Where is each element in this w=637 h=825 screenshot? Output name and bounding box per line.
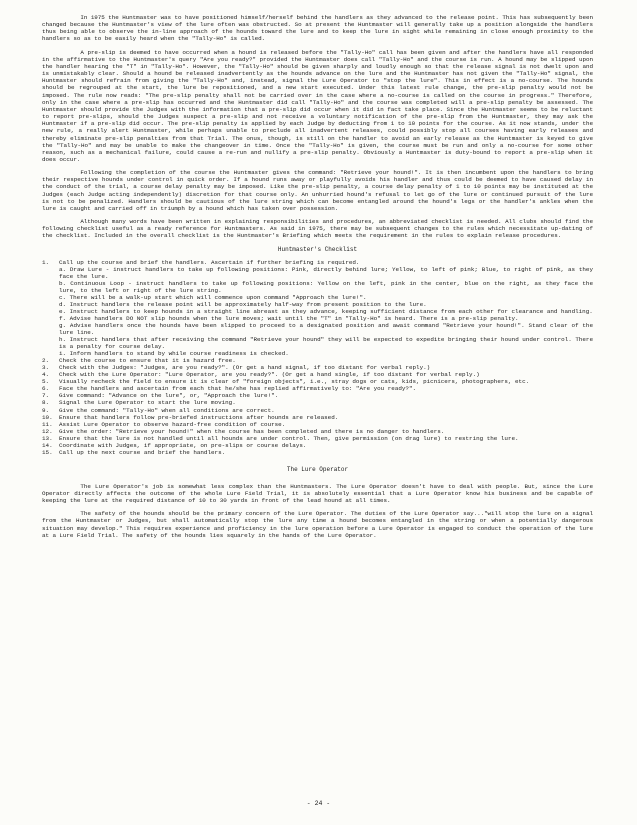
- checklist-item-number: 9.: [42, 406, 50, 414]
- checklist-item-body: [59, 407, 593, 414]
- checklist-item: [42, 357, 593, 364]
- checklist-item: [42, 371, 593, 378]
- page-number: - 24 -: [306, 800, 331, 807]
- checklist-item-number: 11.: [42, 420, 53, 428]
- checklist-item: [42, 449, 593, 456]
- intro-paragraph-3: Following the completion of the course the Huntmaster gives the command: "Retrieve your hound!". It is then incumbent upon the handlers to bring their respective hounds under control in quick order. If a hound runs away or playfully avoids his handler and thus could be deemed to have caused delay in the conduct of the trial, a course delay penalty may be imposed. Like the pre-slip penalty, a course delay penalty of 1 to 10 points may be instituted at the Judges (each Judge acting independently) discretion for that course only. An unhurried hound's refusal to let go of the lure or continued pursuit of the lure is not to be penalized. Handlers should be cautious of the lure string which can become entangled around the hound's legs or the handler's ankles when the lure is caught and carried off in triumph by a hound which has taken over possession.: [42, 169, 593, 212]
- intro-paragraph-4: Although many words have been written in explaining responsibilities and procedures, an abbreviated checklist is needed. All clubs should find the following checklist useful as a ready reference for Huntmasters. As said in 1975, there may be subsequent changes to the rules which necessitate up-dating of the checklist. Included in the overall checklist is the Huntmaster's Briefing which meets the requirement in the rules to explain release procedures.: [42, 218, 593, 240]
- checklist-item-body: [59, 399, 593, 406]
- checklist-item-text: Coordinate with Judges, if appropriate, on pre-slips or course delays.: [59, 441, 307, 449]
- checklist-item-text: Signal the Lure Operator to start the lure moving.: [59, 399, 236, 407]
- checklist-item-body: [59, 385, 593, 392]
- checklist-item: [42, 435, 593, 442]
- huntmaster-checklist: [42, 259, 593, 456]
- checklist-item: [42, 385, 593, 392]
- checklist-subitem: a. Draw Lure - instruct handlers to take up following positions: Pink, directly behind lure; Yellow, to left of pink; Blue, to right of pink, as they face the lure.: [59, 265, 593, 280]
- checklist-item: [42, 428, 593, 435]
- checklist-item-text: Check the course to ensure that it is hazard free.: [59, 357, 236, 365]
- checklist-item-body: [59, 442, 593, 449]
- checklist-subitem: c. There will be a walk-up start which will commence upon command "Approach the lure!".: [59, 293, 367, 301]
- checklist-item-text: Check with the Lure Operator: "Lure Operator, are you ready?". (Or get a hand single, if too distant for verbal reply.): [59, 371, 480, 379]
- checklist-item: [42, 392, 593, 399]
- lure-paragraph-2: The safety of the hounds should be the primary concern of the Lure Operator. The duties of the Lure Operator say..."will stop the lure on a signal from the Huntmaster or Judges, but shall automatically stop the lure any time a hound becomes entangled in the string or when a potentially dangerous situation may develop." This requires experience and proficiency in the lure operation before a Lure Operator is engaged to conduct the operation of the lure at a Lure Field Trial. The safety of the hounds lies squarely in the hands of the Lure Operator.: [42, 510, 593, 539]
- checklist-item-text: Give the order: "Retrieve your hound!" when the course has been completed and there is no danger to handlers.: [59, 427, 445, 435]
- checklist-item-text: Ensure that the lure is not handled until all hounds are under control. Then, give permission (on drag lure) to restring the lure.: [59, 434, 519, 442]
- lure-paragraph-1: The Lure Operator's job is somewhat less complex than the Huntmasters. The Lure Operator doesn't have to deal with people. But, since the Lure Operator directly affects the outcome of the whole Lure Field Trial, it is absolutely essential that a Lure Operator know his business and be capable of keeping the lure at the required distance of 10 to 30 yards in front of the lead hound at all times.: [42, 482, 593, 505]
- checklist-item-number: 5.: [42, 378, 50, 386]
- checklist-item-body: [59, 259, 593, 358]
- checklist-item-body: [59, 449, 593, 456]
- checklist-item-number: 15.: [42, 448, 53, 456]
- checklist-item: [42, 442, 593, 449]
- checklist-item-text: Ensure that handlers follow pre-briefed instructions after hounds are released.: [59, 413, 339, 421]
- checklist-item: [42, 378, 593, 385]
- checklist-item-body: [59, 421, 593, 428]
- checklist-item-body: [59, 414, 593, 421]
- checklist-item: [42, 407, 593, 414]
- checklist-item: [42, 414, 593, 421]
- intro-paragraph-2: A pre-slip is deemed to have occurred when a hound is released before the "Tally-Ho" call has been given and after the handlers have all responded in the affirmative to the Huntmaster's query "Are you ready?" provided the Huntmaster does call "Tally-Ho" and the course is run. A hound may be slipped upon the handler hearing the "T" in "Tally-Ho". However, the "Tally-Ho" should be given sharply and loudly enough so that the release signal is not dwelt upon and is unmistakably clear. Should a hound be released inadvertently as the hounds advance on the lure and the Huntmaster has not given the "Tally-Ho" signal, the Huntmaster should refrain from giving the "Tally-Ho" and, instead, signal the Lure Operator to "stop the lure". This in effect is a no-course. The hounds should be regrouped at the start, the lure be repositioned, and a new start executed. Under this latest rule change, the pre-slip penalty would not be imposed. The rule now reads: "The pre-slip penalty shall not be carried over in the case where a no-course is called on the course in progress." Therefore, only in the case where a pre-slip has occurred and the Huntmaster did call "Tally-Ho" and the course was completed will a pre-slip penalty be assessed. The Huntmaster should provide the Judges with the information that a pre-slip did occur when it did in fact take place. Since the Huntmaster seems to be reluctant to report pre-slips, should the Judges suspect a pre-slip and not receive a voluntary notification of the pre-slip from the Huntmaster, they may ask the Huntmaster if a pre-slip did occur. The pre-slip penalty is applied by each Judge by deducting from 1 to 10 points for the course. As it now stands, under the new rule, a really alert Huntmaster, while perhaps unable to preclude all inadvertent releases, could possibly stop all courses having early releases and thereby eliminate pre-slip penalties from that Trial. The onus, though, is still on the handler to avoid an early release as the Huntmaster is keyed to give the "Tally-Ho" and may be unable to make the changeover in time. Once the "Tally-Ho" is given, the course must be run and only a no-course for some other reason, such as a mechanical failure, could cause a re-run and nullify a pre-slip penalty. Obviously a Huntmaster is duty-bound to report a pre-slip when it does occur.: [42, 48, 593, 163]
- checklist-item-number: 12.: [42, 427, 53, 435]
- checklist-item-body: [59, 392, 593, 399]
- checklist-item-number: 4.: [42, 371, 50, 379]
- checklist-item-text: Give the command: "Tally-Ho" when all conditions are correct.: [59, 406, 275, 414]
- checklist-item-body: [59, 371, 593, 378]
- checklist-subitem: d. Instruct handlers the release point will be approximately half-way from present position to the lure.: [59, 300, 427, 308]
- checklist-item-text: Call up the course and brief the handlers. Ascertain if further briefing is required.: [59, 258, 360, 266]
- checklist-item-number: 6.: [42, 385, 50, 393]
- checklist-subitem: g. Advise handlers once the hounds have been slipped to proceed to a designated position and await command "Retrieve your hound!". Stand clear of the lure line.: [59, 321, 593, 336]
- checklist-item-text: Face the handlers and ascertain from each that he/she has replied affirmatively to: "Are you ready?".: [59, 385, 417, 393]
- checklist-item-text: Give command: "Advance on the lure", or, "Approach the lure!".: [59, 392, 279, 400]
- checklist-item-number: 7.: [42, 392, 50, 400]
- checklist-item-body: [59, 357, 593, 364]
- checklist-subitem: b. Continuous Loop - instruct handlers to take up following positions: Yellow on the left, pink in the center, blue on the right, as they face the lure, to the left or right of the lure string.: [59, 279, 593, 294]
- checklist-subitem: h. Instruct handlers that after receiving the command "Retrieve your hound" they will be expected to expedite bringing their hound under control. There is a penalty for course delay.: [59, 336, 593, 351]
- checklist-item: [42, 421, 593, 428]
- checklist-item-number: 1.: [42, 258, 50, 266]
- checklist-item: [42, 399, 593, 406]
- checklist-item: [42, 364, 593, 371]
- checklist-item-number: 2.: [42, 357, 50, 365]
- checklist-subitem: e. Instruct handlers to keep hounds in a straight line abreast as they advance, keeping sufficient distance from each other for clearance and handling.: [59, 307, 593, 315]
- lure-operator-title: The Lure Operator: [286, 465, 349, 473]
- checklist-item-text: Call up the next course and brief the handlers.: [59, 448, 226, 456]
- checklist-item-number: 10.: [42, 413, 53, 421]
- intro-paragraph-1: In 1975 the Huntmaster was to have positioned himself/herself behind the handlers as they advanced to the release point. This has subsequently been changed because the Huntmaster's view of the lure often was obstructed. So at present the Huntmaster will generally take up a position alongside the handlers thus being able to observe the in-line approach of the hounds toward the lure and to keep the lure in sight while remaining in close enough proximity to the handlers so as to be easily heard when the "Tally-Ho" is called.: [42, 14, 593, 43]
- checklist-item-body: [59, 364, 593, 371]
- checklist-item: [42, 259, 593, 358]
- checklist-item-number: 13.: [42, 434, 53, 442]
- checklist-item-number: 8.: [42, 399, 50, 407]
- checklist-item-text: Check with the Judges: "Judges, are you ready?". (Or get a hand signal, if too distant for verbal reply.): [59, 364, 431, 372]
- checklist-item-number: 14.: [42, 441, 53, 449]
- checklist-subitem: i. Inform handlers to stand by while course readiness is checked.: [59, 350, 289, 358]
- checklist-title: Huntmaster's Checklist: [277, 245, 358, 253]
- checklist-item-number: 3.: [42, 364, 50, 372]
- checklist-subitem: f. Advise handlers DO NOT slip hounds when the lure moves; wait until the "T" in "Tally-Ho" is heard. There is a pre-slip penalty.: [59, 314, 519, 322]
- checklist-item-body: [59, 428, 593, 435]
- checklist-item-body: [59, 435, 593, 442]
- checklist-item-text: Assist Lure Operator to observe hazard-free condition of course.: [59, 420, 286, 428]
- checklist-item-text: Visually recheck the field to ensure it is clear of "foreign objects", i.e., stray dogs or cats, kids, picnicers, photographers, etc.: [59, 378, 530, 386]
- checklist-item-body: [59, 378, 593, 385]
